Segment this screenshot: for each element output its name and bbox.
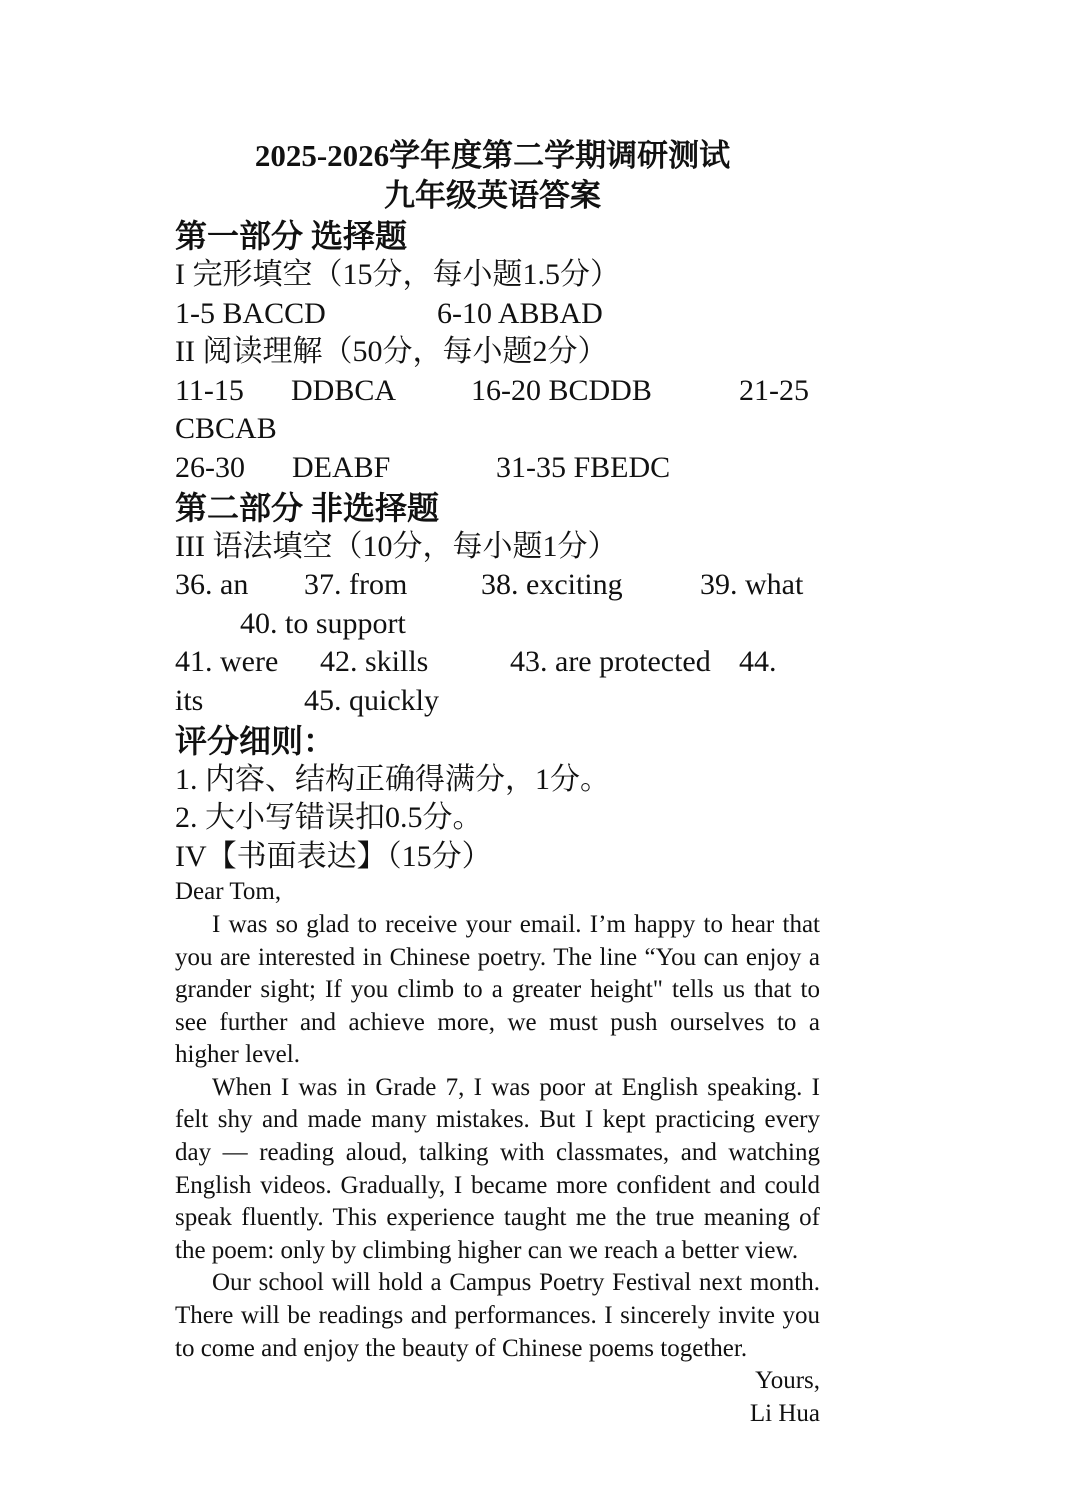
document-title: 2025-2026学年度第二学期调研测试 [254, 138, 731, 173]
answer-item: 37. from [304, 568, 408, 602]
model-essay [175, 876, 820, 1430]
cloze-heading: I 完形填空（15分，每小题1.5分） [175, 258, 620, 291]
grammar-answers-row4 [175, 682, 820, 721]
reading-answers-row3 [175, 449, 820, 488]
essay-salutation: Dear Tom, [175, 878, 282, 906]
grammar-heading: III 语法填空（10分，每小题1分） [175, 529, 618, 563]
answer-range: 26-30 [175, 450, 245, 484]
answer-group: 1-5 BACCD [175, 296, 326, 330]
answer-group: 6-10 ABBAD [437, 296, 603, 330]
answer-item: 41. were [175, 645, 279, 679]
answer-group: DEABF [292, 450, 391, 484]
answer-group: DDBCA [291, 373, 397, 407]
essay-paragraph: I was so glad to receive your email. I’m happy to hear that you are interested in Chinese poetry. The line “You can enjoy a grander sight; If you climb to a greater height" tells us that to see further and achieve more, we must push ourselves to a higher level. [175, 910, 820, 1069]
answer-range: 11-15 [175, 373, 244, 407]
answer-item: 38. exciting [481, 568, 623, 602]
answer-item: 43. are protected [510, 645, 711, 679]
cloze-answers [175, 295, 820, 334]
answer-group: 16-20 BCDDB [471, 373, 652, 407]
document-subtitle: 九年级英语答案 [384, 178, 601, 213]
answer-item: 42. skills [320, 645, 429, 679]
grammar-answers-row2 [175, 605, 820, 644]
part1-heading: 第一部分 选择题 [175, 218, 408, 254]
reading-heading: II 阅读理解（50分，每小题2分） [175, 335, 608, 369]
grammar-answers-row1 [175, 566, 820, 605]
essay-paragraph: When I was in Grade 7, I was poor at English speaking. I felt shy and made many mistakes. But I kept practicing every day — reading aloud, talking with classmates, and watching English videos. Gradually, I became more confident and could speak fluently. This experience taught me the true meaning of the poem: only by climbing higher can we reach a better view. [175, 1073, 820, 1264]
answer-item: 39. what [700, 568, 804, 602]
reading-answers-row1 [175, 372, 820, 411]
grammar-answers-row3 [175, 643, 820, 682]
essay-closing: Yours, [755, 1367, 820, 1395]
answer-item: 40. to support [240, 606, 406, 640]
essay-signature: Li Hua [749, 1399, 820, 1427]
scoring-rule: 2. 大小写错误扣0.5分。 [175, 801, 483, 835]
part2-heading: 第二部分 非选择题 [175, 489, 440, 526]
answer-item: 44. [739, 645, 777, 679]
answer-item: its [175, 683, 204, 717]
essay-paragraph: Our school will hold a Campus Poetry Festival next month. There will be readings and performances. I sincerely invite you to come and enjoy the beauty of Chinese poems together. [175, 1269, 820, 1362]
scoring-rule: 1. 内容、结构正确得满分，1分。 [175, 762, 610, 796]
scoring-rules-heading: 评分细则： [175, 722, 336, 759]
writing-heading: IV【书面表达】（15分） [175, 839, 492, 873]
document-content [175, 136, 820, 1430]
answer-range: 21-25 [739, 373, 809, 407]
reading-answers-row2: CBCAB [175, 412, 277, 446]
answer-group: 31-35 FBEDC [496, 450, 671, 484]
answer-item: 36. an [175, 568, 249, 602]
answer-item: 45. quickly [304, 683, 439, 717]
